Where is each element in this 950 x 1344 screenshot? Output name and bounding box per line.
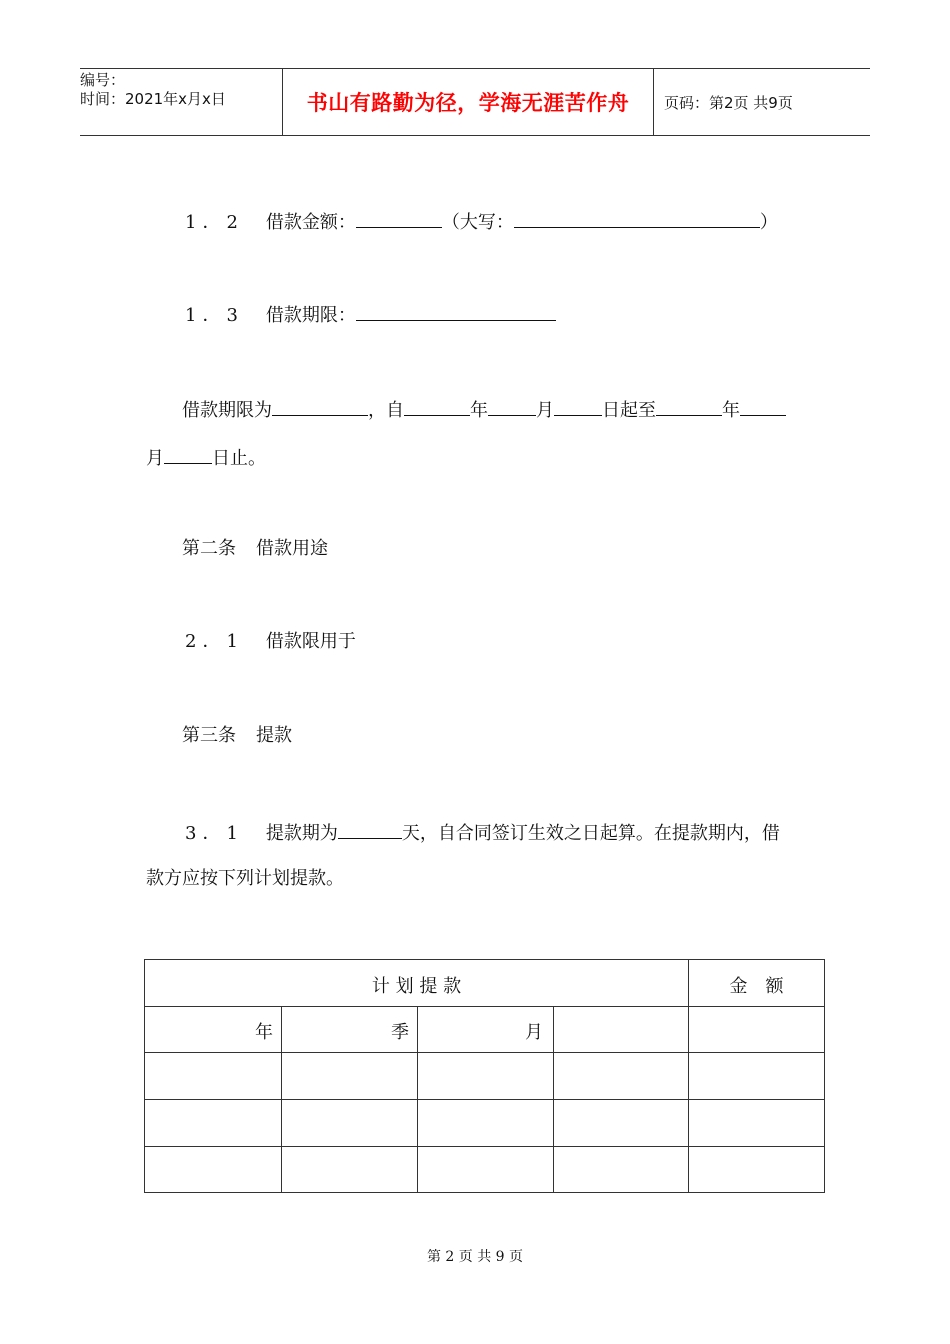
article-3-name: 提款 — [256, 725, 292, 746]
page-header — [80, 68, 870, 136]
table-row-divider-2 — [145, 1052, 824, 1053]
term-part1: 借款期限为 — [182, 400, 272, 421]
item-2-1-number: 2．1 — [185, 631, 244, 652]
end-day-blank — [164, 443, 212, 464]
header-plan: 计 划 提 款 — [371, 976, 462, 997]
item-2-1 — [185, 630, 356, 654]
start-year-blank — [404, 395, 470, 416]
end-year-blank — [656, 395, 722, 416]
end-month-blank — [740, 395, 786, 416]
header-amount: 金 额 — [729, 976, 784, 997]
term-blank — [356, 300, 556, 321]
term-month: 月 — [536, 400, 554, 421]
daxie-blank — [514, 207, 760, 228]
item-1-2-number: 1．2 — [185, 212, 244, 233]
daxie-close: ） — [759, 212, 778, 233]
number-label: 编号： — [80, 71, 126, 89]
item-1-3-number: 1．3 — [185, 305, 244, 326]
start-day-blank — [554, 395, 602, 416]
daxie-open: （大写： — [441, 212, 514, 233]
header-motto: 书山有路勤为径，学海无涯苦作舟 — [282, 69, 654, 135]
amount-blank — [356, 207, 442, 228]
col-year: 年 — [255, 1022, 273, 1043]
col-season: 季 — [391, 1022, 409, 1043]
term-day-from: 日起至 — [602, 400, 656, 421]
withdrawal-days-blank — [338, 818, 402, 839]
article-2-name: 借款用途 — [256, 538, 328, 559]
term-line-1 — [182, 395, 786, 423]
date-label: 时间：2021年x月x日 — [80, 90, 226, 108]
item-1-2 — [185, 207, 778, 235]
item-1-3-label: 借款期限： — [265, 305, 356, 326]
article-2-title: 第二条 — [182, 538, 236, 559]
table-row-divider-3 — [145, 1099, 824, 1100]
article-3-heading — [182, 724, 292, 748]
table-col-divider-3 — [553, 1006, 554, 1192]
item-3-1 — [185, 818, 780, 846]
table-row-divider-1 — [145, 1006, 824, 1007]
term-year: 年 — [470, 400, 488, 421]
term-duration-blank — [272, 395, 368, 416]
article-3-title: 第三条 — [182, 725, 236, 746]
article-2-heading — [182, 537, 328, 561]
item-3-1-number: 3．1 — [185, 823, 244, 844]
item-3-1-part1: 提款期为 — [265, 823, 338, 844]
page-footer: 第 2 页 共 9 页 — [426, 1249, 524, 1265]
table-row-divider-4 — [145, 1146, 824, 1147]
header-meta — [80, 69, 282, 135]
col-month: 月 — [525, 1022, 543, 1043]
start-month-blank — [488, 395, 536, 416]
item-3-1-part2: 天，自合同签订生效之日起算。在提款期内，借 — [401, 823, 780, 844]
term-day-to: 日止。 — [212, 448, 266, 469]
term-year2: 年 — [722, 400, 740, 421]
item-3-1-line-2: 款方应按下列计划提款。 — [146, 868, 344, 889]
item-2-1-text: 借款限用于 — [265, 631, 356, 652]
item-1-2-label: 借款金额： — [265, 212, 356, 233]
term-line-2 — [146, 443, 266, 471]
term-month2: 月 — [146, 448, 164, 469]
withdrawal-plan-table — [144, 959, 825, 1193]
item-1-3 — [185, 300, 556, 328]
header-page-info: 页码：第2页 共9页 — [664, 93, 793, 112]
term-part2: ，自 — [368, 400, 404, 421]
